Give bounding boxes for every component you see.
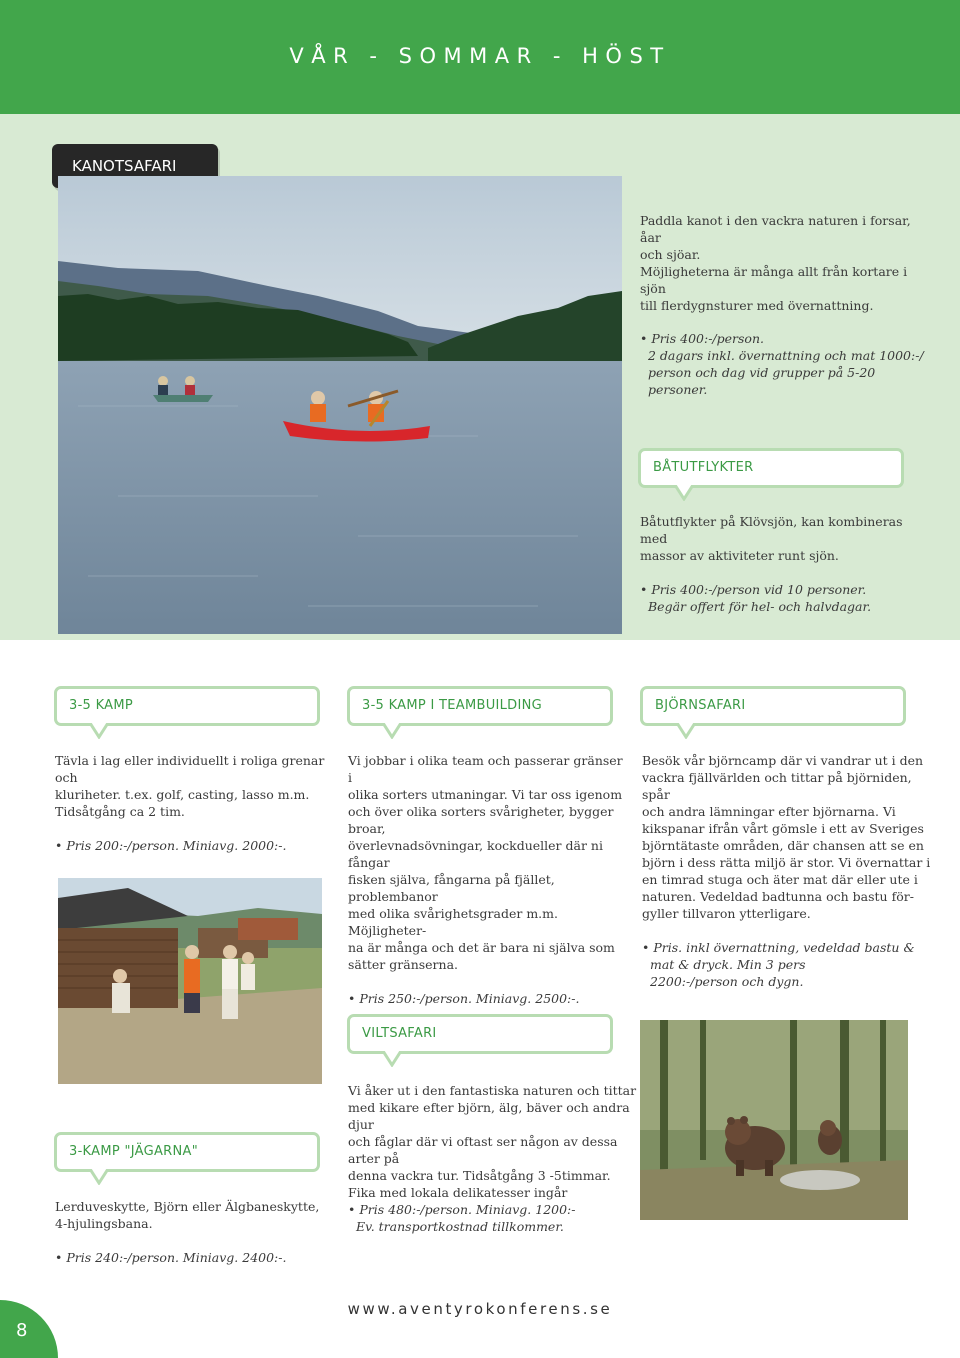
teambuilding-line: överlevnadsövningar, kockdueller där ni fångar — [348, 838, 603, 870]
spacer — [55, 1232, 335, 1249]
teambuilding-line: Vi jobbar i olika team och passerar gränser i — [348, 753, 623, 785]
bjornsafari-line: en timrad stuga och äter mat där eller ute i — [642, 872, 918, 887]
kamp-price: • Pris 200:-/person. Miniavg. 2000:-. — [55, 838, 287, 853]
viltsafari-line: och fåglar där vi oftast ser någon av dessa arter på — [348, 1134, 618, 1166]
viltsafari-line: Fika med lokala delikatesser ingår — [348, 1185, 568, 1200]
bear-forest-photo — [640, 1020, 908, 1220]
bjornsafari-line: björn i dess rätta miljö är stor. Vi övernattar i — [642, 855, 931, 870]
bjornsafari-price: • Pris. inkl övernattning, vedeldad bastu & — [642, 940, 915, 955]
bjornsafari-price: mat & dryck. Min 3 pers — [650, 957, 806, 972]
teambuilding-label-tail — [383, 723, 401, 739]
viltsafari-label: VILTSAFARI — [347, 1014, 613, 1054]
teambuilding-line: och över olika sorters svårigheter, bygger broar, — [348, 804, 614, 836]
batutflykter-line: massor av aktiviteter runt sjön. — [640, 548, 839, 563]
bjornsafari-price: 2200:-/person och dygn. — [650, 974, 804, 989]
viltsafari-price: • Pris 480:-/person. Miniavg. 1200:- — [348, 1202, 576, 1217]
jagarna-text — [55, 1198, 335, 1266]
kanotsafari-label: KANOTSAFARI — [52, 144, 218, 188]
kamp-line: kluriheter. t.ex. golf, casting, lasso m.m. — [55, 787, 310, 802]
kanotsafari-line: Paddla kanot i den vackra naturen i forsar, åar — [640, 213, 911, 245]
canoe-lake-photo — [58, 176, 622, 634]
teambuilding-text — [348, 752, 628, 1007]
spacer — [640, 564, 930, 581]
batutflykter-label-tail — [675, 485, 693, 501]
kamp-text — [55, 752, 330, 854]
batutflykter-price: • Pris 400:-/person vid 10 personer. — [640, 582, 867, 597]
page-title: VÅR - SOMMAR - HÖST — [289, 44, 671, 68]
teambuilding-line: na är många och det är bara ni själva som — [348, 940, 615, 955]
bjornsafari-line: björntätaste områden, där chansen att se en — [642, 838, 924, 853]
bjornsafari-line: Besök vår björncamp där vi vandrar ut i den — [642, 753, 924, 768]
jagarna-price: • Pris 240:-/person. Miniavg. 2400:-. — [55, 1250, 287, 1265]
kanotsafari-price: • Pris 400:-/person. — [640, 331, 764, 346]
spacer — [55, 820, 330, 837]
teambuilding-price: • Pris 250:-/person. Miniavg. 2500:-. — [348, 991, 580, 1006]
bjornsafari-line: kikspanar ifrån vårt gömsle i ett av Sveriges — [642, 821, 924, 836]
jagarna-label: 3-KAMP "JÄGARNA" — [54, 1132, 320, 1172]
page-number: 8 — [16, 1320, 28, 1341]
bjornsafari-text — [642, 752, 932, 990]
bjornsafari-line: gyller tillvaron ytterligare. — [642, 906, 811, 921]
viltsafari-text — [348, 1082, 638, 1235]
teambuilding-label: 3-5 KAMP I TEAMBUILDING — [347, 686, 613, 726]
viltsafari-line: med kikare efter björn, älg, bäver och andra djur — [348, 1100, 630, 1132]
teambuilding-line: sätter gränserna. — [348, 957, 459, 972]
batutflykter-label: BÅTUTFLYKTER — [638, 448, 904, 488]
batutflykter-price: Begär offert för hel- och halvdagar. — [648, 599, 872, 614]
viltsafari-price: Ev. transportkostnad tillkommer. — [356, 1219, 564, 1234]
jagarna-line: 4-hjulingsbana. — [55, 1216, 153, 1231]
viltsafari-line: Vi åker ut i den fantastiska naturen och tittar — [348, 1083, 637, 1098]
kanotsafari-text — [640, 212, 930, 398]
batutflykter-text — [640, 513, 930, 615]
spacer — [640, 314, 930, 330]
website-url[interactable]: www.aventyrokonferens.se — [347, 1300, 613, 1318]
kamp-line: Tävla i lag eller individuellt i roliga grenar och — [55, 753, 325, 785]
jagarna-label-tail — [90, 1169, 108, 1185]
bjornsafari-line: vackra fjällvärlden och tittar på björniden, spår — [642, 770, 912, 802]
teambuilding-line: fisken själva, fångarna på fjället, problembanor — [348, 872, 555, 904]
batutflykter-line: Båtutflykter på Klövsjön, kan kombineras med — [640, 514, 903, 546]
jagarna-line: Lerduveskytte, Björn eller Älgbaneskytte, — [55, 1199, 320, 1214]
spacer — [642, 922, 932, 939]
teambuilding-line: olika sorters utmaningar. Vi tar oss igenom — [348, 787, 623, 802]
bjornsafari-label-tail — [677, 723, 695, 739]
viltsafari-line: denna vackra tur. Tidsåtgång 3 -5timmar. — [348, 1168, 611, 1183]
kanotsafari-price: 2 dagars inkl. övernattning och mat 1000:-/ — [648, 348, 924, 363]
viltsafari-label-tail — [383, 1051, 401, 1067]
teambuilding-line: med olika svårighetsgrader m.m. Möjligheter- — [348, 906, 558, 938]
spacer — [348, 973, 628, 990]
kanotsafari-line: och sjöar. — [640, 247, 701, 262]
kamp-activity-photo — [58, 878, 322, 1084]
kanotsafari-line: Möjligheterna är många allt från kortare i sjön — [640, 264, 908, 296]
kanotsafari-line: till flerdygnsturer med övernattning. — [640, 298, 874, 313]
bjornsafari-line: naturen. Vedeldad badtunna och bastu för- — [642, 889, 914, 904]
kamp-line: Tidsåtgång ca 2 tim. — [55, 804, 185, 819]
kamp-label-tail — [90, 723, 108, 739]
bjornsafari-line: och andra lämningar efter björnarna. Vi — [642, 804, 896, 819]
kamp-label: 3-5 KAMP — [54, 686, 320, 726]
bjornsafari-label: BJÖRNSAFARI — [640, 686, 906, 726]
kanotsafari-price: person och dag vid grupper på 5-20 personer. — [648, 365, 876, 397]
